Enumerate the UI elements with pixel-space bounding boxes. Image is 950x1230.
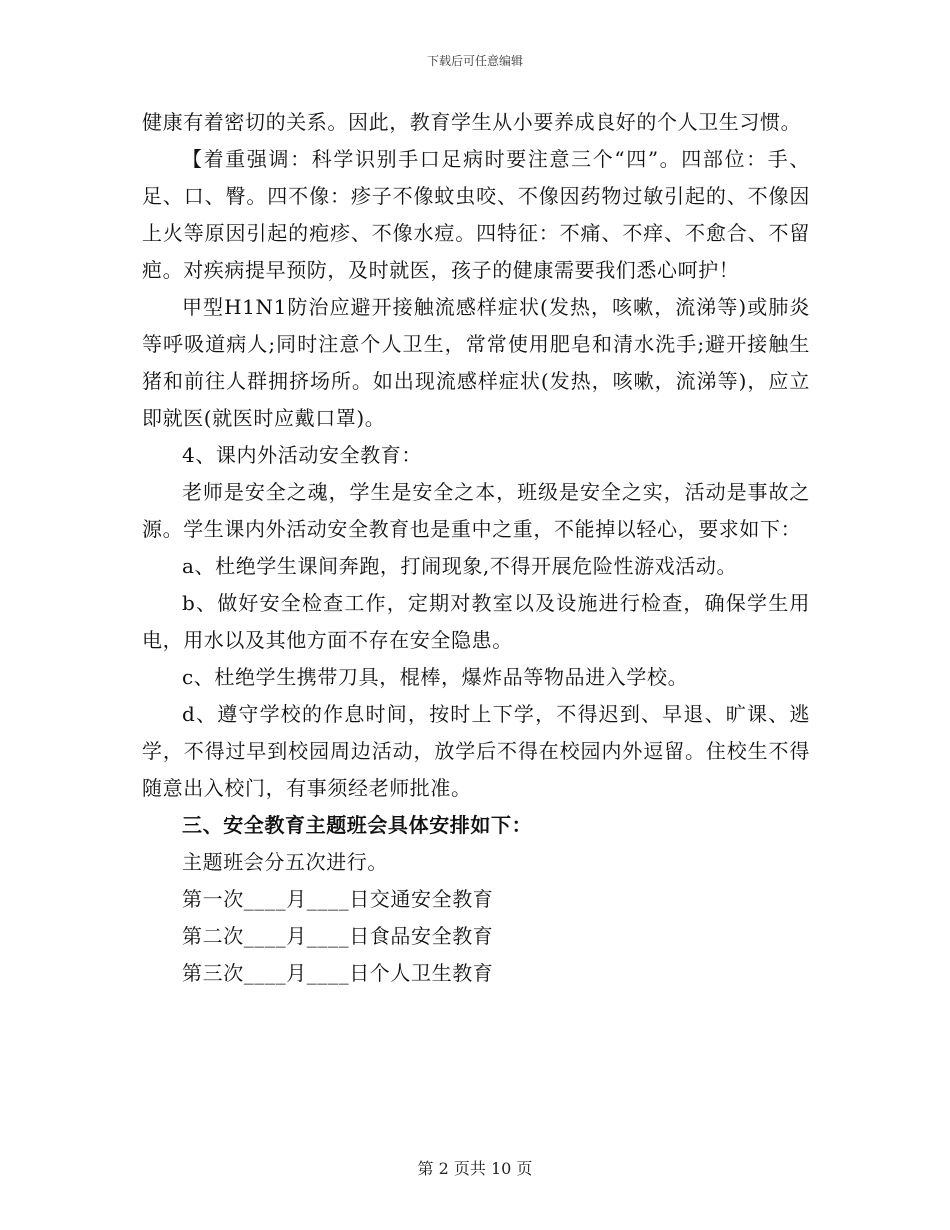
list-item-a: a、杜绝学生课间奔跑，打闹现象,不得开展危险性游戏活动。 (182, 554, 738, 578)
paragraph-hygiene-conclusion: 健康有着密切的关系。因此，教育学生从小要养成良好的个人卫生习惯。 (142, 110, 802, 134)
paragraph-h1n1-prevention: 甲型H1N1防治应避开接触流感样症状(发热，咳嗽，流涕等)或肺炎等呼吸道病人;同时注意个人卫生，常常使用肥皂和清水洗手;避开接触生猪和前往人群拥挤场所。如出现流感样症状(发热，咳嗽，流涕等)，应立即就医(就医时应戴口罩)。 (142, 295, 810, 430)
schedule-item-2: 第二次____月____日食品安全教育 (182, 924, 494, 948)
section-heading-class-meeting: 三、安全教育主题班会具体安排如下： (182, 813, 533, 837)
paragraph-activity-intro: 老师是安全之魂，学生是安全之本，班级是安全之实，活动是事故之源。学生课内外活动安全教育也是重中之重，不能掉以轻心，要求如下： (142, 480, 810, 541)
list-item-d: d、遵守学校的作息时间，按时上下学，不得迟到、早退、旷课、逃学，不得过早到校园周边活动，放学后不得在校园内外逗留。住校生不得随意出入校门，有事须经老师批准。 (142, 702, 810, 800)
list-item-c: c、杜绝学生携带刀具，棍棒，爆炸品等物品进入学校。 (182, 665, 689, 689)
schedule-item-1: 第一次____月____日交通安全教育 (182, 887, 494, 911)
paragraph-hfmd-emphasis: 【着重强调：科学识别手口足病时要注意三个“四”。四部位：手、足、口、臀。四不像：疹子不像蚊虫咬、不像因药物过敏引起的、不像因上火等原因引起的疱疹、不像水痘。四特征：不痛、不痒、不愈合、不留疤。对疾病提早预防，及时就医，孩子的健康需要我们悉心呵护！ (142, 147, 810, 282)
list-item-b: b、做好安全检查工作，定期对教室以及设施进行检查，确保学生用电，用水以及其他方面不存在安全隐患。 (142, 591, 810, 652)
page-footer: 第 2 页共 10 页 (417, 1159, 533, 1178)
page-header: 下载后可任意编辑 (426, 54, 523, 68)
schedule-item-3: 第三次____月____日个人卫生教育 (182, 961, 494, 985)
paragraph-meeting-count: 主题班会分五次进行。 (182, 850, 388, 874)
section-heading-activity-safety: 4、课内外活动安全教育： (182, 443, 422, 467)
document-body (142, 104, 810, 992)
